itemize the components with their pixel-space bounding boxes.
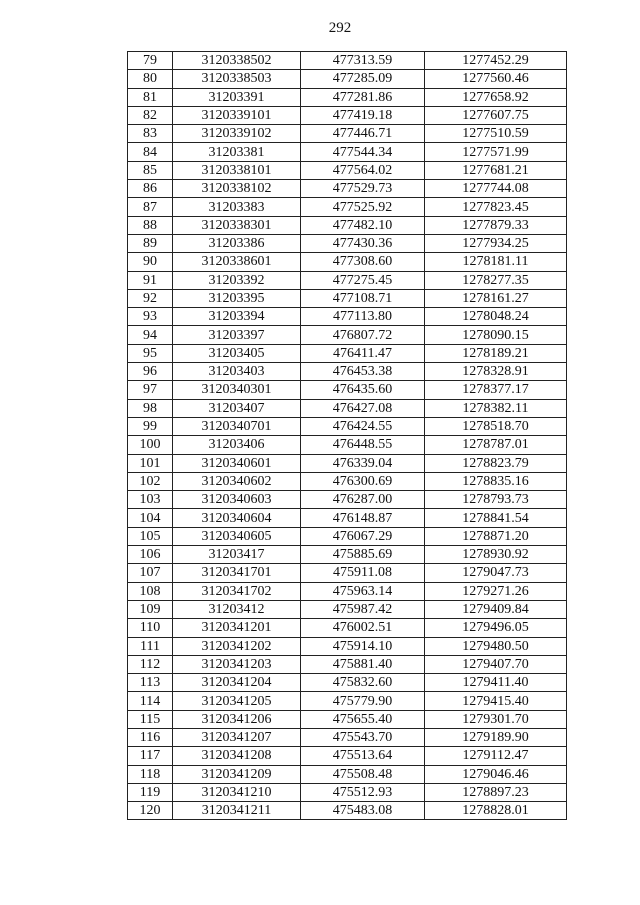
row-number-cell: 98 bbox=[128, 399, 173, 417]
x-coordinate-cell: 475512.93 bbox=[301, 783, 425, 801]
x-coordinate-cell: 475483.08 bbox=[301, 802, 425, 820]
y-coordinate-cell: 1278828.01 bbox=[425, 802, 567, 820]
x-coordinate-cell: 476287.00 bbox=[301, 491, 425, 509]
point-id-cell: 31203392 bbox=[173, 271, 301, 289]
table-row bbox=[128, 143, 567, 161]
x-coordinate-cell: 477419.18 bbox=[301, 106, 425, 124]
x-coordinate-cell: 477108.71 bbox=[301, 289, 425, 307]
x-coordinate-cell: 475779.90 bbox=[301, 692, 425, 710]
table-row bbox=[128, 308, 567, 326]
y-coordinate-cell: 1279496.05 bbox=[425, 619, 567, 637]
x-coordinate-cell: 476807.72 bbox=[301, 326, 425, 344]
point-id-cell: 3120339102 bbox=[173, 125, 301, 143]
y-coordinate-cell: 1277823.45 bbox=[425, 198, 567, 216]
point-id-cell: 3120341202 bbox=[173, 637, 301, 655]
y-coordinate-cell: 1278835.16 bbox=[425, 472, 567, 490]
table-row bbox=[128, 472, 567, 490]
row-number-cell: 79 bbox=[128, 52, 173, 70]
y-coordinate-cell: 1278871.20 bbox=[425, 527, 567, 545]
y-coordinate-cell: 1277571.99 bbox=[425, 143, 567, 161]
row-number-cell: 95 bbox=[128, 344, 173, 362]
y-coordinate-cell: 1279409.84 bbox=[425, 600, 567, 618]
row-number-cell: 107 bbox=[128, 564, 173, 582]
coordinates-table-body bbox=[128, 52, 567, 820]
point-id-cell: 31203391 bbox=[173, 88, 301, 106]
table-row bbox=[128, 70, 567, 88]
row-number-cell: 116 bbox=[128, 728, 173, 746]
y-coordinate-cell: 1279301.70 bbox=[425, 710, 567, 728]
point-id-cell: 3120341206 bbox=[173, 710, 301, 728]
y-coordinate-cell: 1279112.47 bbox=[425, 747, 567, 765]
table-row bbox=[128, 637, 567, 655]
row-number-cell: 83 bbox=[128, 125, 173, 143]
point-id-cell: 3120341204 bbox=[173, 674, 301, 692]
row-number-cell: 106 bbox=[128, 546, 173, 564]
point-id-cell: 3120340301 bbox=[173, 381, 301, 399]
x-coordinate-cell: 477308.60 bbox=[301, 253, 425, 271]
row-number-cell: 113 bbox=[128, 674, 173, 692]
x-coordinate-cell: 476411.47 bbox=[301, 344, 425, 362]
y-coordinate-cell: 1278897.23 bbox=[425, 783, 567, 801]
y-coordinate-cell: 1277607.75 bbox=[425, 106, 567, 124]
row-number-cell: 89 bbox=[128, 234, 173, 252]
y-coordinate-cell: 1277934.25 bbox=[425, 234, 567, 252]
y-coordinate-cell: 1278377.17 bbox=[425, 381, 567, 399]
point-id-cell: 3120340601 bbox=[173, 454, 301, 472]
table-row bbox=[128, 161, 567, 179]
table-row bbox=[128, 52, 567, 70]
row-number-cell: 102 bbox=[128, 472, 173, 490]
y-coordinate-cell: 1279271.26 bbox=[425, 582, 567, 600]
coordinates-table bbox=[127, 51, 567, 820]
row-number-cell: 119 bbox=[128, 783, 173, 801]
y-coordinate-cell: 1279189.90 bbox=[425, 728, 567, 746]
row-number-cell: 84 bbox=[128, 143, 173, 161]
y-coordinate-cell: 1277560.46 bbox=[425, 70, 567, 88]
table-row bbox=[128, 527, 567, 545]
table-row bbox=[128, 546, 567, 564]
x-coordinate-cell: 475911.08 bbox=[301, 564, 425, 582]
row-number-cell: 85 bbox=[128, 161, 173, 179]
x-coordinate-cell: 476448.55 bbox=[301, 436, 425, 454]
x-coordinate-cell: 477313.59 bbox=[301, 52, 425, 70]
x-coordinate-cell: 477285.09 bbox=[301, 70, 425, 88]
y-coordinate-cell: 1278787.01 bbox=[425, 436, 567, 454]
point-id-cell: 3120341201 bbox=[173, 619, 301, 637]
table-row bbox=[128, 802, 567, 820]
x-coordinate-cell: 477525.92 bbox=[301, 198, 425, 216]
point-id-cell: 31203381 bbox=[173, 143, 301, 161]
y-coordinate-cell: 1278793.73 bbox=[425, 491, 567, 509]
table-row bbox=[128, 728, 567, 746]
table-row bbox=[128, 344, 567, 362]
x-coordinate-cell: 475987.42 bbox=[301, 600, 425, 618]
point-id-cell: 3120341203 bbox=[173, 655, 301, 673]
x-coordinate-cell: 476424.55 bbox=[301, 417, 425, 435]
x-coordinate-cell: 476427.08 bbox=[301, 399, 425, 417]
table-row bbox=[128, 747, 567, 765]
point-id-cell: 3120340701 bbox=[173, 417, 301, 435]
x-coordinate-cell: 476002.51 bbox=[301, 619, 425, 637]
y-coordinate-cell: 1278189.21 bbox=[425, 344, 567, 362]
row-number-cell: 90 bbox=[128, 253, 173, 271]
x-coordinate-cell: 477529.73 bbox=[301, 180, 425, 198]
y-coordinate-cell: 1279047.73 bbox=[425, 564, 567, 582]
point-id-cell: 3120340603 bbox=[173, 491, 301, 509]
point-id-cell: 3120338503 bbox=[173, 70, 301, 88]
x-coordinate-cell: 477446.71 bbox=[301, 125, 425, 143]
point-id-cell: 3120341209 bbox=[173, 765, 301, 783]
point-id-cell: 3120341210 bbox=[173, 783, 301, 801]
row-number-cell: 96 bbox=[128, 363, 173, 381]
table-row bbox=[128, 253, 567, 271]
row-number-cell: 86 bbox=[128, 180, 173, 198]
row-number-cell: 115 bbox=[128, 710, 173, 728]
table-row bbox=[128, 399, 567, 417]
x-coordinate-cell: 475885.69 bbox=[301, 546, 425, 564]
table-row bbox=[128, 106, 567, 124]
table-row bbox=[128, 655, 567, 673]
y-coordinate-cell: 1279407.70 bbox=[425, 655, 567, 673]
y-coordinate-cell: 1278328.91 bbox=[425, 363, 567, 381]
point-id-cell: 31203406 bbox=[173, 436, 301, 454]
table-row bbox=[128, 326, 567, 344]
y-coordinate-cell: 1277879.33 bbox=[425, 216, 567, 234]
x-coordinate-cell: 476067.29 bbox=[301, 527, 425, 545]
row-number-cell: 117 bbox=[128, 747, 173, 765]
point-id-cell: 3120341211 bbox=[173, 802, 301, 820]
table-row bbox=[128, 710, 567, 728]
x-coordinate-cell: 476300.69 bbox=[301, 472, 425, 490]
table-row bbox=[128, 564, 567, 582]
table-row bbox=[128, 491, 567, 509]
point-id-cell: 3120340605 bbox=[173, 527, 301, 545]
point-id-cell: 3120339101 bbox=[173, 106, 301, 124]
row-number-cell: 82 bbox=[128, 106, 173, 124]
row-number-cell: 110 bbox=[128, 619, 173, 637]
point-id-cell: 31203403 bbox=[173, 363, 301, 381]
point-id-cell: 31203397 bbox=[173, 326, 301, 344]
row-number-cell: 88 bbox=[128, 216, 173, 234]
x-coordinate-cell: 477564.02 bbox=[301, 161, 425, 179]
row-number-cell: 114 bbox=[128, 692, 173, 710]
row-number-cell: 120 bbox=[128, 802, 173, 820]
table-row bbox=[128, 125, 567, 143]
point-id-cell: 3120341208 bbox=[173, 747, 301, 765]
row-number-cell: 104 bbox=[128, 509, 173, 527]
x-coordinate-cell: 475881.40 bbox=[301, 655, 425, 673]
point-id-cell: 3120338601 bbox=[173, 253, 301, 271]
point-id-cell: 31203395 bbox=[173, 289, 301, 307]
table-row bbox=[128, 436, 567, 454]
row-number-cell: 97 bbox=[128, 381, 173, 399]
y-coordinate-cell: 1278841.54 bbox=[425, 509, 567, 527]
table-row bbox=[128, 619, 567, 637]
table-row bbox=[128, 417, 567, 435]
y-coordinate-cell: 1278930.92 bbox=[425, 546, 567, 564]
point-id-cell: 31203417 bbox=[173, 546, 301, 564]
table-row bbox=[128, 180, 567, 198]
row-number-cell: 112 bbox=[128, 655, 173, 673]
table-row bbox=[128, 198, 567, 216]
row-number-cell: 101 bbox=[128, 454, 173, 472]
point-id-cell: 3120341701 bbox=[173, 564, 301, 582]
point-id-cell: 3120340604 bbox=[173, 509, 301, 527]
table-row bbox=[128, 88, 567, 106]
x-coordinate-cell: 477113.80 bbox=[301, 308, 425, 326]
table-row bbox=[128, 381, 567, 399]
row-number-cell: 91 bbox=[128, 271, 173, 289]
point-id-cell: 31203394 bbox=[173, 308, 301, 326]
row-number-cell: 108 bbox=[128, 582, 173, 600]
table-row bbox=[128, 271, 567, 289]
row-number-cell: 109 bbox=[128, 600, 173, 618]
y-coordinate-cell: 1277681.21 bbox=[425, 161, 567, 179]
y-coordinate-cell: 1278277.35 bbox=[425, 271, 567, 289]
y-coordinate-cell: 1279415.40 bbox=[425, 692, 567, 710]
table-row bbox=[128, 509, 567, 527]
x-coordinate-cell: 475832.60 bbox=[301, 674, 425, 692]
point-id-cell: 3120338101 bbox=[173, 161, 301, 179]
x-coordinate-cell: 476453.38 bbox=[301, 363, 425, 381]
y-coordinate-cell: 1279480.50 bbox=[425, 637, 567, 655]
y-coordinate-cell: 1278090.15 bbox=[425, 326, 567, 344]
row-number-cell: 99 bbox=[128, 417, 173, 435]
table-row bbox=[128, 216, 567, 234]
x-coordinate-cell: 475655.40 bbox=[301, 710, 425, 728]
x-coordinate-cell: 476435.60 bbox=[301, 381, 425, 399]
row-number-cell: 118 bbox=[128, 765, 173, 783]
table-row bbox=[128, 600, 567, 618]
x-coordinate-cell: 475513.64 bbox=[301, 747, 425, 765]
point-id-cell: 3120338301 bbox=[173, 216, 301, 234]
x-coordinate-cell: 475963.14 bbox=[301, 582, 425, 600]
row-number-cell: 94 bbox=[128, 326, 173, 344]
row-number-cell: 92 bbox=[128, 289, 173, 307]
table-row bbox=[128, 674, 567, 692]
point-id-cell: 31203386 bbox=[173, 234, 301, 252]
table-row bbox=[128, 234, 567, 252]
point-id-cell: 3120341207 bbox=[173, 728, 301, 746]
row-number-cell: 93 bbox=[128, 308, 173, 326]
y-coordinate-cell: 1278161.27 bbox=[425, 289, 567, 307]
x-coordinate-cell: 477544.34 bbox=[301, 143, 425, 161]
page-number: 292 bbox=[328, 20, 352, 36]
point-id-cell: 31203412 bbox=[173, 600, 301, 618]
row-number-cell: 100 bbox=[128, 436, 173, 454]
point-id-cell: 3120341205 bbox=[173, 692, 301, 710]
row-number-cell: 81 bbox=[128, 88, 173, 106]
row-number-cell: 105 bbox=[128, 527, 173, 545]
point-id-cell: 31203383 bbox=[173, 198, 301, 216]
y-coordinate-cell: 1278823.79 bbox=[425, 454, 567, 472]
row-number-cell: 87 bbox=[128, 198, 173, 216]
x-coordinate-cell: 477281.86 bbox=[301, 88, 425, 106]
x-coordinate-cell: 475508.48 bbox=[301, 765, 425, 783]
point-id-cell: 31203405 bbox=[173, 344, 301, 362]
table-row bbox=[128, 765, 567, 783]
point-id-cell: 3120338102 bbox=[173, 180, 301, 198]
table-row bbox=[128, 454, 567, 472]
y-coordinate-cell: 1279046.46 bbox=[425, 765, 567, 783]
row-number-cell: 111 bbox=[128, 637, 173, 655]
point-id-cell: 3120341702 bbox=[173, 582, 301, 600]
table-row bbox=[128, 783, 567, 801]
point-id-cell: 3120340602 bbox=[173, 472, 301, 490]
point-id-cell: 3120338502 bbox=[173, 52, 301, 70]
table-row bbox=[128, 582, 567, 600]
table-row bbox=[128, 692, 567, 710]
y-coordinate-cell: 1278382.11 bbox=[425, 399, 567, 417]
x-coordinate-cell: 476339.04 bbox=[301, 454, 425, 472]
y-coordinate-cell: 1279411.40 bbox=[425, 674, 567, 692]
x-coordinate-cell: 475543.70 bbox=[301, 728, 425, 746]
x-coordinate-cell: 477482.10 bbox=[301, 216, 425, 234]
y-coordinate-cell: 1277452.29 bbox=[425, 52, 567, 70]
y-coordinate-cell: 1277510.59 bbox=[425, 125, 567, 143]
y-coordinate-cell: 1277658.92 bbox=[425, 88, 567, 106]
table-row bbox=[128, 289, 567, 307]
x-coordinate-cell: 477275.45 bbox=[301, 271, 425, 289]
row-number-cell: 103 bbox=[128, 491, 173, 509]
y-coordinate-cell: 1278048.24 bbox=[425, 308, 567, 326]
row-number-cell: 80 bbox=[128, 70, 173, 88]
y-coordinate-cell: 1278181.11 bbox=[425, 253, 567, 271]
y-coordinate-cell: 1277744.08 bbox=[425, 180, 567, 198]
x-coordinate-cell: 475914.10 bbox=[301, 637, 425, 655]
table-row bbox=[128, 363, 567, 381]
point-id-cell: 31203407 bbox=[173, 399, 301, 417]
x-coordinate-cell: 476148.87 bbox=[301, 509, 425, 527]
y-coordinate-cell: 1278518.70 bbox=[425, 417, 567, 435]
x-coordinate-cell: 477430.36 bbox=[301, 234, 425, 252]
